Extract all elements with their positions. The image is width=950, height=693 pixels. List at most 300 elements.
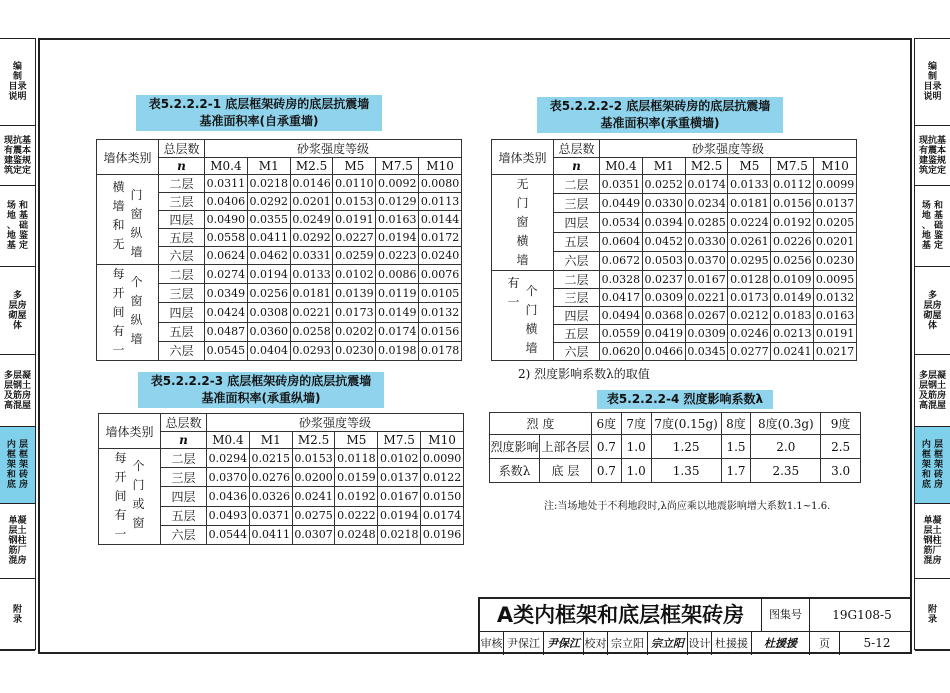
ratio-cell: 0.0328: [600, 271, 643, 289]
intensity-degree-header: 8度: [721, 413, 751, 435]
nav-tab-1[interactable]: [0, 126, 35, 186]
col-n: n: [554, 158, 600, 175]
nav-tab-2[interactable]: [915, 186, 950, 267]
ratio-cell: 0.0118: [335, 449, 378, 468]
nav-tab-label: [923, 62, 941, 102]
col-n: n: [159, 158, 205, 175]
floor-count-cell: 六层: [554, 343, 600, 361]
ratio-cell: 0.0252: [642, 175, 685, 194]
ratio-cell: 0.0411: [249, 525, 292, 544]
ratio-cell: 0.0163: [814, 307, 857, 325]
table4-caption-text: 表5.2.2.2-4 烈度影响系数λ: [606, 392, 764, 406]
nav-tab-6[interactable]: [915, 504, 950, 579]
col-floors: 总层数: [159, 140, 205, 158]
floor-count-cell: 六层: [161, 525, 207, 544]
table-row: [99, 449, 464, 468]
ratio-cell: 0.0191: [333, 211, 376, 229]
wall-group-label: [492, 271, 554, 361]
ratio-cell: 0.0183: [771, 307, 814, 325]
ratio-cell: 0.0102: [378, 449, 421, 468]
ratio-cell: 0.0218: [378, 525, 421, 544]
title-block: [478, 597, 912, 654]
ratio-cell: 0.0218: [247, 175, 290, 193]
table4: [489, 412, 861, 483]
ratio-cell: 0.0226: [771, 232, 814, 251]
floor-count-cell: 六层: [554, 251, 600, 270]
col-wall-type: 墙体类别: [97, 140, 159, 175]
nav-tab-label: [13, 605, 22, 625]
ratio-cell: 0.0249: [290, 211, 333, 229]
ratio-cell: 0.0192: [335, 487, 378, 506]
table3-caption-line1: 表5.2.2.2-3 底层框架砖房的底层抗震墙: [150, 374, 372, 388]
title-block-signature-row: [480, 631, 912, 654]
floor-count-cell: 三层: [161, 468, 207, 487]
grade-header: M1: [642, 158, 685, 175]
ratio-cell: 0.0267: [685, 307, 728, 325]
nav-tab-line: 混房: [923, 556, 942, 566]
nav-tab-line: 目录: [8, 82, 27, 92]
col-mortar-strength: 砂浆强度等级: [600, 140, 857, 158]
ratio-cell: 0.0122: [421, 468, 464, 487]
ratio-cell: 0.0217: [814, 343, 857, 361]
ratio-cell: 0.0672: [600, 251, 643, 270]
ratio-cell: 0.0194: [247, 265, 290, 284]
nav-tab-line: 说明: [923, 92, 942, 102]
check-label: 校对: [584, 632, 608, 655]
nav-tab-line: 高混屋: [918, 400, 946, 411]
nav-tab-label: [928, 605, 937, 625]
nav-tab-line: 制: [12, 72, 22, 82]
table2-caption: [537, 97, 783, 133]
wall-group-text: 有 一: [507, 275, 520, 309]
nav-tab-3[interactable]: [0, 267, 35, 355]
col-wall-type: 墙体类别: [492, 140, 554, 175]
ratio-cell: 0.0351: [600, 175, 643, 194]
grade-header: M5: [335, 432, 378, 449]
ratio-cell: 0.0419: [642, 325, 685, 343]
nav-tab-line: 基 定: [921, 241, 944, 251]
nav-tab-line: 有震本: [918, 145, 946, 156]
ratio-cell: 0.0246: [728, 325, 771, 343]
reviewer-name: 尹保江: [504, 632, 544, 655]
intensity-degree-header: 8度(0.3g): [751, 413, 821, 435]
floor-count-cell: 三层: [159, 193, 205, 211]
nav-tab-line: 砌屋: [8, 310, 27, 321]
nav-tab-7[interactable]: [915, 579, 950, 651]
ratio-cell: 0.0133: [728, 175, 771, 194]
ratio-cell: 0.0490: [205, 211, 248, 229]
atlas-number: 19G108-5: [832, 608, 892, 622]
ratio-cell: 0.0172: [419, 229, 462, 247]
nav-tab-line: 体: [927, 320, 937, 331]
ratio-cell: 0.0295: [728, 251, 771, 270]
grade-header: M10: [421, 432, 464, 449]
nav-tab-3[interactable]: [915, 267, 950, 355]
ratio-cell: 0.0224: [728, 213, 771, 232]
ratio-cell: 0.0276: [249, 468, 292, 487]
ratio-cell: 0.0326: [249, 487, 292, 506]
ratio-cell: 0.0102: [333, 265, 376, 284]
nav-tab-line: 层房: [8, 300, 27, 311]
table-row: [97, 175, 462, 193]
nav-tab-line: 现抗基: [3, 135, 31, 146]
ratio-cell: 0.0167: [685, 271, 728, 289]
nav-tab-0[interactable]: [915, 39, 950, 126]
ratio-cell: 0.0436: [207, 487, 250, 506]
nav-tab-line: 砌屋: [923, 310, 942, 321]
nav-tab-line: 基 定: [6, 241, 29, 251]
ratio-cell: 0.0137: [378, 468, 421, 487]
nav-tab-line: 地 基: [6, 211, 29, 221]
ratio-cell: 0.0196: [421, 525, 464, 544]
ratio-cell: 0.0293: [290, 341, 333, 360]
ratio-cell: 0.0620: [600, 343, 643, 361]
ratio-cell: 0.0153: [333, 193, 376, 211]
col-floors: 总层数: [161, 414, 207, 432]
ratio-cell: 0.0221: [290, 303, 333, 322]
wall-group-text: 个 窗 纵 墙: [130, 275, 143, 346]
ratio-cell: 0.0230: [333, 341, 376, 360]
wall-group-text: 每 开 间 有 一: [112, 267, 125, 357]
nav-tab-line: 录: [12, 614, 22, 625]
ratio-cell: 0.0095: [814, 271, 857, 289]
ratio-cell: 0.0330: [642, 194, 685, 213]
col-n: n: [161, 432, 207, 449]
ratio-cell: 0.0503: [642, 251, 685, 270]
ratio-cell: 0.0256: [247, 284, 290, 303]
ratio-cell: 0.0311: [205, 175, 248, 193]
floor-count-cell: 六层: [159, 247, 205, 265]
ratio-cell: 0.0109: [771, 271, 814, 289]
table3-caption-line2: 基准面积率(承重纵墙): [201, 391, 321, 405]
ratio-cell: 0.0258: [290, 322, 333, 341]
lambda-value-cell: 1.5: [721, 435, 751, 459]
ratio-cell: 0.0331: [290, 247, 333, 265]
floor-count-cell: 五层: [159, 229, 205, 247]
floor-count-cell: 二层: [159, 265, 205, 284]
ratio-cell: 0.0201: [290, 193, 333, 211]
ratio-cell: 0.0167: [378, 487, 421, 506]
upper-floors-label: 上部各层: [539, 435, 591, 459]
nav-tab-line: 录: [927, 614, 937, 625]
table4-caption: [597, 390, 773, 409]
nav-tab-line: 附: [12, 604, 22, 615]
grade-header: M2.5: [290, 158, 333, 175]
nav-tab-line: 底 房: [6, 480, 29, 490]
ratio-cell: 0.0558: [205, 229, 248, 247]
nav-tab-6[interactable]: [0, 504, 35, 579]
ratio-cell: 0.0086: [376, 265, 419, 284]
wall-group-text: 个 门 或 窗: [132, 459, 145, 530]
ratio-cell: 0.0090: [421, 449, 464, 468]
drawing-title: A类内框架和底层框架砖房: [480, 599, 762, 631]
wall-group-label: [97, 175, 159, 265]
ratio-cell: 0.0292: [247, 193, 290, 211]
nav-tab-line: 和 砖: [921, 470, 944, 480]
nav-tab-label: [923, 291, 941, 331]
nav-tab-line: 层土: [923, 526, 942, 536]
ratio-cell: 0.0174: [685, 175, 728, 194]
ratio-cell: 0.0192: [771, 213, 814, 232]
bottom-floor-label: 底 层: [539, 459, 591, 483]
left-nav-sidebar: [0, 38, 36, 650]
nav-tab-line: 编: [927, 62, 937, 72]
grade-header: M0.4: [207, 432, 250, 449]
ratio-cell: 0.0191: [814, 325, 857, 343]
ratio-cell: 0.0149: [376, 303, 419, 322]
ratio-cell: 0.0309: [642, 289, 685, 307]
ratio-cell: 0.0275: [292, 506, 335, 525]
reviewer-signature: 尹保江: [544, 632, 584, 655]
ratio-cell: 0.0156: [419, 322, 462, 341]
lambda-value-cell: 3.0: [821, 459, 861, 483]
nav-tab-line: 编: [12, 62, 22, 72]
nav-tab-line: 多: [927, 290, 937, 301]
ratio-cell: 0.0173: [728, 289, 771, 307]
ratio-cell: 0.0153: [292, 449, 335, 468]
ratio-cell: 0.0544: [207, 525, 250, 544]
ratio-cell: 0.0099: [814, 175, 857, 194]
nav-tab-line: 附: [927, 604, 937, 615]
ratio-cell: 0.0604: [600, 232, 643, 251]
ratio-cell: 0.0241: [292, 487, 335, 506]
ratio-cell: 0.0159: [335, 468, 378, 487]
ratio-cell: 0.0174: [421, 506, 464, 525]
nav-tab-label: [4, 371, 31, 411]
floor-count-cell: 三层: [554, 194, 600, 213]
nav-tab-label: [922, 440, 943, 490]
nav-tab-line: 建鉴规: [918, 155, 946, 166]
nav-tab-line: 场 和: [6, 201, 29, 211]
nav-tab-line: 及筋房: [3, 390, 31, 401]
ratio-cell: 0.0417: [600, 289, 643, 307]
nav-tab-label: [922, 201, 943, 251]
ratio-cell: 0.0200: [292, 468, 335, 487]
wall-group-text: 门 窗 纵 墙: [130, 187, 143, 259]
nav-tab-line: 地 基: [921, 211, 944, 221]
wall-group-label: [97, 265, 159, 361]
table-row: [97, 265, 462, 284]
nav-tab-line: 层钢土: [918, 380, 946, 391]
nav-tab-line: 和 砖: [6, 470, 29, 480]
grade-header: M5: [333, 158, 376, 175]
ratio-cell: 0.0215: [249, 449, 292, 468]
lambda-value-cell: 0.7: [591, 459, 621, 483]
grade-header: M2.5: [292, 432, 335, 449]
nav-tab-line: 筋厂: [8, 546, 27, 556]
ratio-cell: 0.0234: [685, 194, 728, 213]
ratio-cell: 0.0370: [685, 251, 728, 270]
nav-tab-line: 架 架: [921, 460, 944, 470]
floor-count-cell: 二层: [554, 175, 600, 194]
nav-tab-label: [8, 62, 26, 102]
ratio-cell: 0.0493: [207, 506, 250, 525]
nav-tab-line: 多层凝: [3, 370, 31, 381]
grade-header: M10: [814, 158, 857, 175]
grade-header: M1: [247, 158, 290, 175]
nav-tab-line: 框 框: [921, 450, 944, 460]
ratio-cell: 0.0221: [685, 289, 728, 307]
ratio-cell: 0.0181: [728, 194, 771, 213]
nav-tab-1[interactable]: [915, 126, 950, 186]
floor-count-cell: 三层: [159, 284, 205, 303]
ratio-cell: 0.0202: [333, 322, 376, 341]
nav-tab-5[interactable]: [0, 427, 35, 504]
table3-caption: [138, 372, 384, 408]
wall-group-text: 每 开 间 有 一: [114, 451, 127, 541]
note-text: 注:当场地处于不利地段时,λ尚应乘以地震影响增大系数1.1~1.6.: [544, 501, 831, 512]
ratio-cell: 0.0462: [247, 247, 290, 265]
nav-tab-0[interactable]: [0, 39, 35, 126]
ratio-cell: 0.0174: [376, 322, 419, 341]
nav-tab-line: 有震本: [3, 145, 31, 156]
col-mortar-strength: 砂浆强度等级: [207, 414, 464, 432]
ratio-cell: 0.0213: [771, 325, 814, 343]
ratio-cell: 0.0222: [335, 506, 378, 525]
nav-tab-line: 单凝: [8, 516, 27, 526]
nav-tab-line: 制: [927, 72, 937, 82]
lambda-value-cell: 1.0: [621, 459, 651, 483]
grade-header: M1: [249, 432, 292, 449]
nav-tab-line: 层土: [8, 526, 27, 536]
ratio-cell: 0.0394: [642, 213, 685, 232]
nav-tab-line: 建鉴规: [3, 155, 31, 166]
ratio-cell: 0.0274: [205, 265, 248, 284]
ratio-cell: 0.0466: [642, 343, 685, 361]
checker-name: 宗立阳: [608, 632, 648, 655]
floor-count-cell: 四层: [554, 307, 600, 325]
nav-tab-5[interactable]: [915, 427, 950, 504]
ratio-cell: 0.0110: [333, 175, 376, 193]
page-label: 页: [810, 632, 840, 655]
nav-tab-label: [4, 136, 31, 176]
nav-tab-label: [8, 291, 26, 331]
nav-tab-7[interactable]: [0, 579, 35, 651]
intensity-degree-header: 6度: [591, 413, 621, 435]
ratio-cell: 0.0452: [642, 232, 685, 251]
nav-tab-line: 筑定定: [3, 165, 31, 176]
nav-tab-line: 多层凝: [918, 370, 946, 381]
nav-tab-line: 内 层: [921, 440, 944, 450]
nav-tab-line: 底 房: [921, 480, 944, 490]
lambda-label-b: 系数λ: [490, 459, 540, 483]
grade-header: M5: [728, 158, 771, 175]
lambda-value-cell: 2.5: [821, 435, 861, 459]
ratio-cell: 0.0259: [333, 247, 376, 265]
ratio-cell: 0.0494: [600, 307, 643, 325]
ratio-cell: 0.0194: [376, 229, 419, 247]
floor-count-cell: 二层: [554, 271, 600, 289]
nav-tab-4[interactable]: [0, 355, 35, 427]
nav-tab-line: 钢柱: [923, 536, 942, 546]
ratio-cell: 0.0230: [814, 251, 857, 270]
lambda-value-cell: 0.7: [591, 435, 621, 459]
nav-tab-label: [7, 440, 28, 490]
ratio-cell: 0.0345: [685, 343, 728, 361]
ratio-cell: 0.0277: [728, 343, 771, 361]
ratio-cell: 0.0309: [685, 325, 728, 343]
nav-tab-line: 混房: [8, 556, 27, 566]
nav-tab-line: 说明: [8, 92, 27, 102]
floor-count-cell: 二层: [159, 175, 205, 193]
nav-tab-line: 地 鉴: [6, 231, 29, 241]
ratio-cell: 0.0294: [207, 449, 250, 468]
ratio-cell: 0.0330: [685, 232, 728, 251]
ratio-cell: 0.0173: [333, 303, 376, 322]
table2-caption-line1: 表5.2.2.2-2 底层框架砖房的底层抗震墙: [549, 99, 771, 113]
table3: [98, 413, 464, 545]
wall-group-label: [492, 175, 554, 271]
grade-header: M2.5: [685, 158, 728, 175]
col-mortar-strength: 砂浆强度等级: [205, 140, 462, 158]
review-label: 审核: [480, 632, 504, 655]
ratio-cell: 0.0201: [814, 232, 857, 251]
intensity-degree-header: 9度: [821, 413, 861, 435]
nav-tab-label: [8, 516, 26, 566]
wall-group-text: 个 门 横 墙: [525, 283, 538, 355]
lambda-value-cell: 1.0: [621, 435, 651, 459]
lambda-label-a: 烈度影响: [490, 435, 540, 459]
nav-tab-line: 高混屋: [3, 400, 31, 411]
ratio-cell: 0.0119: [376, 284, 419, 303]
ratio-cell: 0.0198: [376, 341, 419, 360]
nav-tab-line: 多: [12, 290, 22, 301]
nav-tab-line: 内 层: [6, 440, 29, 450]
floor-count-cell: 四层: [554, 213, 600, 232]
ratio-cell: 0.0487: [205, 322, 248, 341]
ratio-cell: 0.0261: [728, 232, 771, 251]
ratio-cell: 0.0256: [771, 251, 814, 270]
ratio-cell: 0.0129: [376, 193, 419, 211]
ratio-cell: 0.0355: [247, 211, 290, 229]
nav-tab-label: [919, 136, 946, 176]
ratio-cell: 0.0411: [247, 229, 290, 247]
lambda-value-cell: 1.25: [651, 435, 721, 459]
designer-signature: 杜援援: [752, 632, 810, 655]
wall-group-label: [99, 449, 161, 545]
table2-caption-line2: 基准面积率(承重横墙): [600, 116, 720, 130]
nav-tab-line: 、 础: [6, 221, 29, 231]
ratio-cell: 0.0128: [728, 271, 771, 289]
nav-tab-line: 、 础: [921, 221, 944, 231]
intensity-degree-header: 7度: [621, 413, 651, 435]
ratio-cell: 0.0370: [207, 468, 250, 487]
ratio-cell: 0.0150: [421, 487, 464, 506]
floor-count-cell: 五层: [159, 322, 205, 341]
design-label: 设计: [688, 632, 712, 655]
ratio-cell: 0.0349: [205, 284, 248, 303]
ratio-cell: 0.0240: [419, 247, 462, 265]
ratio-cell: 0.0181: [290, 284, 333, 303]
table-row: [492, 271, 857, 289]
floor-count-cell: 四层: [159, 211, 205, 229]
ratio-cell: 0.0371: [249, 506, 292, 525]
col-wall-type: 墙体类别: [99, 414, 161, 449]
floor-count-cell: 五层: [554, 232, 600, 251]
checker-signature: 宗立阳: [648, 632, 688, 655]
grade-header: M7.5: [771, 158, 814, 175]
ratio-cell: 0.0149: [771, 289, 814, 307]
page-number: 5-12: [863, 636, 891, 650]
nav-tab-label: [919, 371, 946, 411]
nav-tab-4[interactable]: [915, 355, 950, 427]
lambda-value-cell: 1.7: [721, 459, 751, 483]
nav-tab-line: 及筋房: [918, 390, 946, 401]
grade-header: M0.4: [205, 158, 248, 175]
nav-tab-2[interactable]: [0, 186, 35, 267]
ratio-cell: 0.0404: [247, 341, 290, 360]
ratio-cell: 0.0223: [376, 247, 419, 265]
